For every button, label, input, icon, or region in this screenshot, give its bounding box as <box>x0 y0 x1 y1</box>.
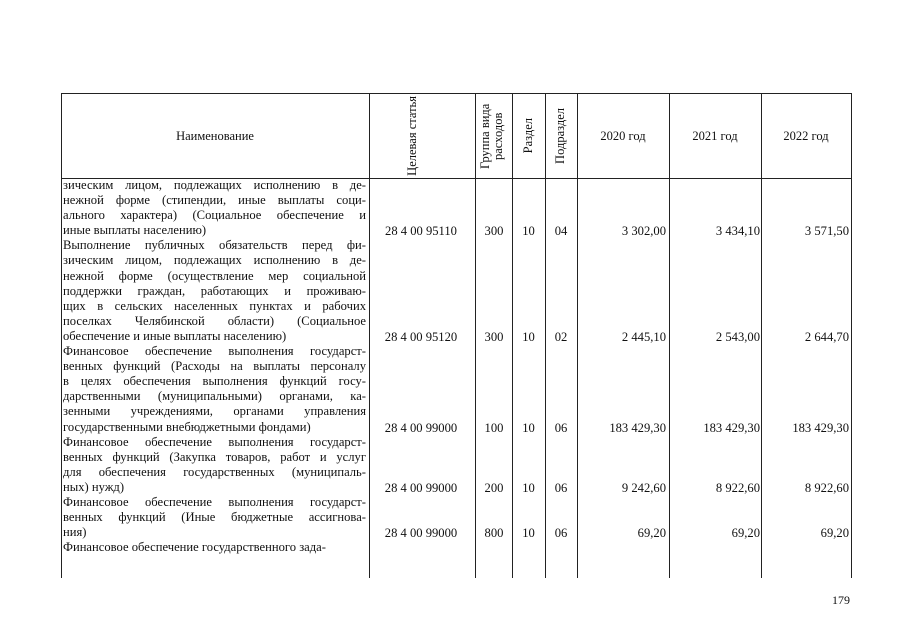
header-name <box>61 94 369 178</box>
row-name <box>63 495 366 540</box>
row-name-line: обеспечение и иные выплаты населению) <box>63 328 287 343</box>
row-section: 10 <box>522 224 535 239</box>
row-name <box>63 344 366 435</box>
row-target-code: 28 4 00 99000 <box>384 526 458 541</box>
row-name-line: ального характера) (Социальное обеспечение и <box>63 208 366 223</box>
row-expense-group: 100 <box>484 420 504 435</box>
row-amount-2020: 183 429,30 <box>609 420 666 435</box>
header-group-label: Группа вида расходов <box>477 103 505 169</box>
row-subsection: 04 <box>554 224 568 239</box>
row-expense-group: 300 <box>484 330 504 344</box>
row-name <box>63 238 366 344</box>
row-amount-2021: 69,20 <box>731 526 760 541</box>
grid-line <box>851 93 852 578</box>
row-name-line: зическим лицом, подлежащих исполнению в де- <box>63 253 366 268</box>
row-expense-group: 300 <box>484 224 504 239</box>
row-amount-2022: 8 922,60 <box>804 481 849 495</box>
row-expense-group: 800 <box>484 526 504 541</box>
row-subsection: 06 <box>554 420 568 435</box>
page-number: 179 <box>832 593 850 607</box>
row-name-line: в целях обеспечения выполнения функций госу- <box>63 374 366 389</box>
row-name-line: поселках Челябинской области) (Социальное <box>63 313 366 328</box>
row-name-line: поддержки граждан, работающих и проживаю- <box>63 283 366 298</box>
row-name-line: венных функций (Иные бюджетные ассигнова- <box>63 510 366 525</box>
row-amount-2021: 3 434,10 <box>715 224 760 239</box>
row-target-code: 28 4 00 95110 <box>385 224 457 239</box>
row-section: 10 <box>522 526 535 541</box>
header-subsection <box>545 94 577 178</box>
grid-line <box>61 93 62 578</box>
header-2021 <box>669 94 761 178</box>
row-name-line: дарственными (муниципальными) органами, ка- <box>63 389 366 404</box>
row-name-line: нежной форме (стипендии, иные выплаты соци- <box>63 193 366 208</box>
row-name <box>63 540 366 555</box>
row-name-line: зенными учреждениями, органами управления <box>63 404 366 419</box>
row-section: 10 <box>522 420 535 435</box>
header-2020 <box>577 94 669 178</box>
row-name <box>63 435 366 495</box>
row-amount-2021: 183 429,30 <box>703 420 760 435</box>
row-expense-group: 200 <box>484 481 504 495</box>
row-name-line: зическим лицом, подлежащих исполнению в де- <box>63 178 366 192</box>
row-amount-2020: 69,20 <box>637 526 666 541</box>
row-amount-2022: 2 644,70 <box>804 330 849 344</box>
header-subsection-label: Подраздел <box>553 108 568 164</box>
row-name-line: для обеспечения государственных (муниципаль- <box>63 464 366 479</box>
row-name-line: нежной форме (осуществление мер социальной <box>63 268 366 283</box>
row-name-line: венных функций (Расходы на выплаты персоналу <box>63 359 366 374</box>
row-name <box>63 178 366 238</box>
row-name-line: иные выплаты населению) <box>63 223 207 238</box>
row-name-line: Финансовое обеспечение выполнения государст- <box>63 344 366 359</box>
row-section: 10 <box>522 481 535 495</box>
header-2022-label: 2022 год <box>783 128 829 143</box>
row-subsection: 02 <box>554 330 568 344</box>
row-target-code: 28 4 00 99000 <box>384 481 458 495</box>
header-2022 <box>761 94 851 178</box>
row-subsection: 06 <box>554 481 568 495</box>
row-amount-2021: 8 922,60 <box>715 481 760 495</box>
header-section <box>512 94 545 178</box>
row-amount-2020: 3 302,00 <box>621 224 666 239</box>
table-header <box>61 93 851 179</box>
header-2020-label: 2020 год <box>600 128 646 143</box>
row-name-line: государственными внебюджетными фондами) <box>63 419 311 434</box>
row-section: 10 <box>522 330 535 344</box>
row-target-code: 28 4 00 95120 <box>384 330 458 344</box>
header-section-label: Раздел <box>520 118 535 154</box>
row-name-line: ния) <box>63 525 87 540</box>
row-name-line: Финансовое обеспечение выполнения государст- <box>63 495 366 510</box>
row-target-code: 28 4 00 99000 <box>384 420 458 435</box>
row-amount-2022: 69,20 <box>820 526 849 541</box>
row-name-line: ных) нужд) <box>63 479 125 494</box>
row-name-line: Выполнение публичных обязательств перед фи- <box>63 238 366 253</box>
header-2021-label: 2021 год <box>692 128 738 143</box>
row-amount-2022: 3 571,50 <box>804 224 849 239</box>
header-group <box>475 94 512 178</box>
row-subsection: 06 <box>554 526 568 541</box>
row-name-line: щих в сельских населенных пунктах и рабочих <box>63 298 366 313</box>
row-amount-2021: 2 543,00 <box>715 330 760 344</box>
header-name-label: Наименование <box>176 128 254 143</box>
row-amount-2020: 9 242,60 <box>621 481 666 495</box>
row-name-line: Финансовое обеспечение выполнения государст- <box>63 434 366 449</box>
row-name-line: Финансовое обеспечение государственного зада- <box>63 540 326 555</box>
header-code-label: Целевая статья <box>405 96 419 176</box>
grid-line <box>369 93 370 578</box>
row-amount-2020: 2 445,10 <box>621 330 666 344</box>
row-name-line: венных функций (Закупка товаров, работ и услуг <box>63 449 366 464</box>
row-amount-2022: 183 429,30 <box>792 420 849 435</box>
header-code <box>369 94 475 178</box>
